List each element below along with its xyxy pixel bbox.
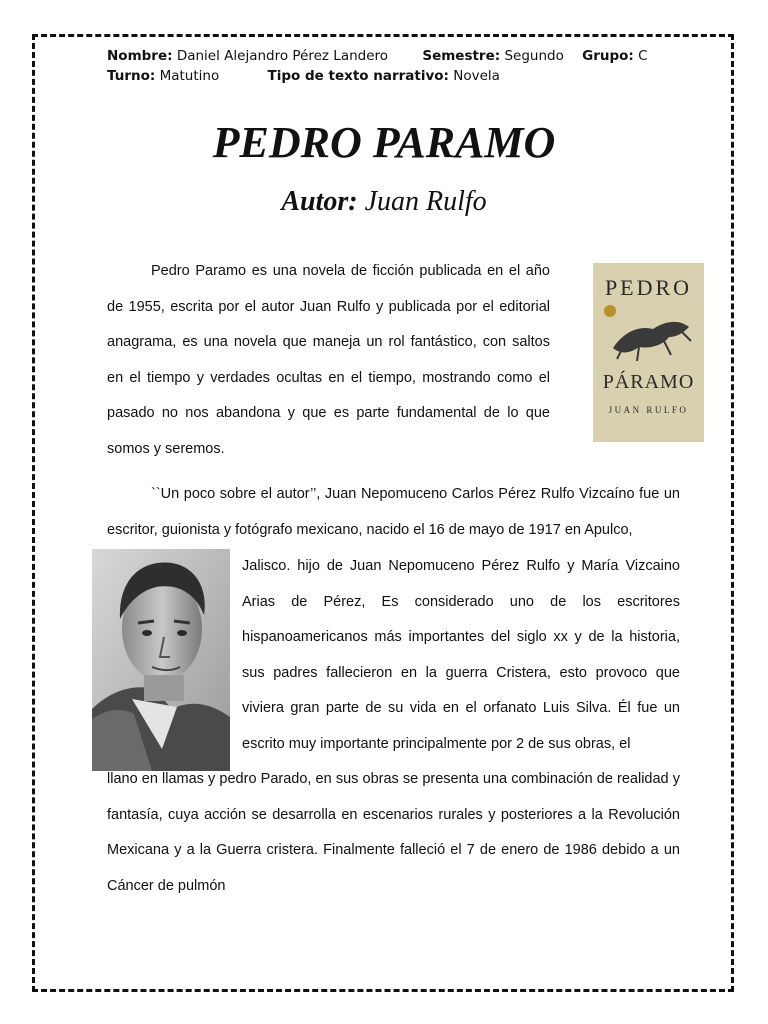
nombre-value: Daniel Alejandro Pérez Landero: [176, 48, 389, 64]
cover-title-line-1: PEDRO: [604, 275, 693, 300]
page-title: PEDRO PARAMO: [212, 118, 556, 167]
semestre-label: Semestre:: [422, 48, 501, 64]
author-paragraph-side-text: Jalisco. hijo de Juan Nepomuceno Pérez Rulfo y María Vizcaino Arias de Pérez, Es considerado uno de los escritores hispanoamericanos más importantes del siglo xx y de la historia, sus padres fallecieron en la guerra Cristera, esto provoco que viviera gran parte de su vida en el orfanato Luis Silva. Él fue un escrito muy importante principalmente por 2 de sus obras, el: [242, 558, 680, 752]
author-portrait-illustration: [92, 549, 230, 771]
book-cover-illustration: [593, 263, 704, 442]
author-label: Autor:: [281, 186, 358, 217]
tipo-value: Novela: [453, 68, 500, 84]
author-paragraph-top: [107, 477, 680, 548]
author-paragraph-bottom: [107, 762, 680, 904]
cover-dog-icon: [613, 322, 689, 353]
intro-text: Pedro Paramo es una novela de ficción publicada en el año de 1955, escrita por el autor Juan Rulfo y publicada por el editorial anagrama, es una novela que maneja un rol fantástico, con saltos en el tiempo y verdades ocultas en el tiempo, mostrando como el pasado no nos abandona y que es parte fundamental de lo que somos y seremos.: [107, 263, 550, 457]
intro-paragraph: [107, 254, 550, 467]
author-paragraph-bottom-text: llano en llamas y pedro Parado, en sus obras se presenta una combinación de realidad y fantasía, cuya acción se desarrolla en escenarios rurales y posteriores a la Revolución Mexicana y a la Guerra cristera. Finalmente falleció el 7 de enero de 1986 debido a un Cáncer de pulmón: [107, 771, 680, 894]
cover-author: JUAN RULFO: [608, 405, 689, 415]
cover-title-line-2: PÁRAMO: [602, 371, 695, 393]
student-header: [107, 46, 707, 86]
grupo-value: C: [638, 48, 648, 64]
author-paragraph-side: [242, 549, 680, 762]
tipo-label: Tipo de texto narrativo:: [267, 68, 449, 84]
grupo-label: Grupo:: [582, 48, 634, 64]
author-line: [0, 182, 768, 222]
nombre-label: Nombre:: [107, 48, 173, 64]
author-paragraph-top-text: ``Un poco sobre el autor’’, Juan Nepomuceno Carlos Pérez Rulfo Vizcaíno fue un escritor, guionista y fotógrafo mexicano, nacido el 16 de mayo de 1917 en Apulco,: [107, 486, 680, 538]
author-name: Juan Rulfo: [364, 186, 487, 217]
cover-seal-icon: [604, 305, 616, 317]
author-photo: [92, 549, 230, 771]
semestre-value: Segundo: [504, 48, 564, 64]
book-cover-image: [593, 263, 704, 442]
turno-label: Turno:: [107, 68, 156, 84]
turno-value: Matutino: [159, 68, 220, 84]
header-row-2: [107, 66, 707, 86]
header-row-1: [107, 46, 707, 66]
